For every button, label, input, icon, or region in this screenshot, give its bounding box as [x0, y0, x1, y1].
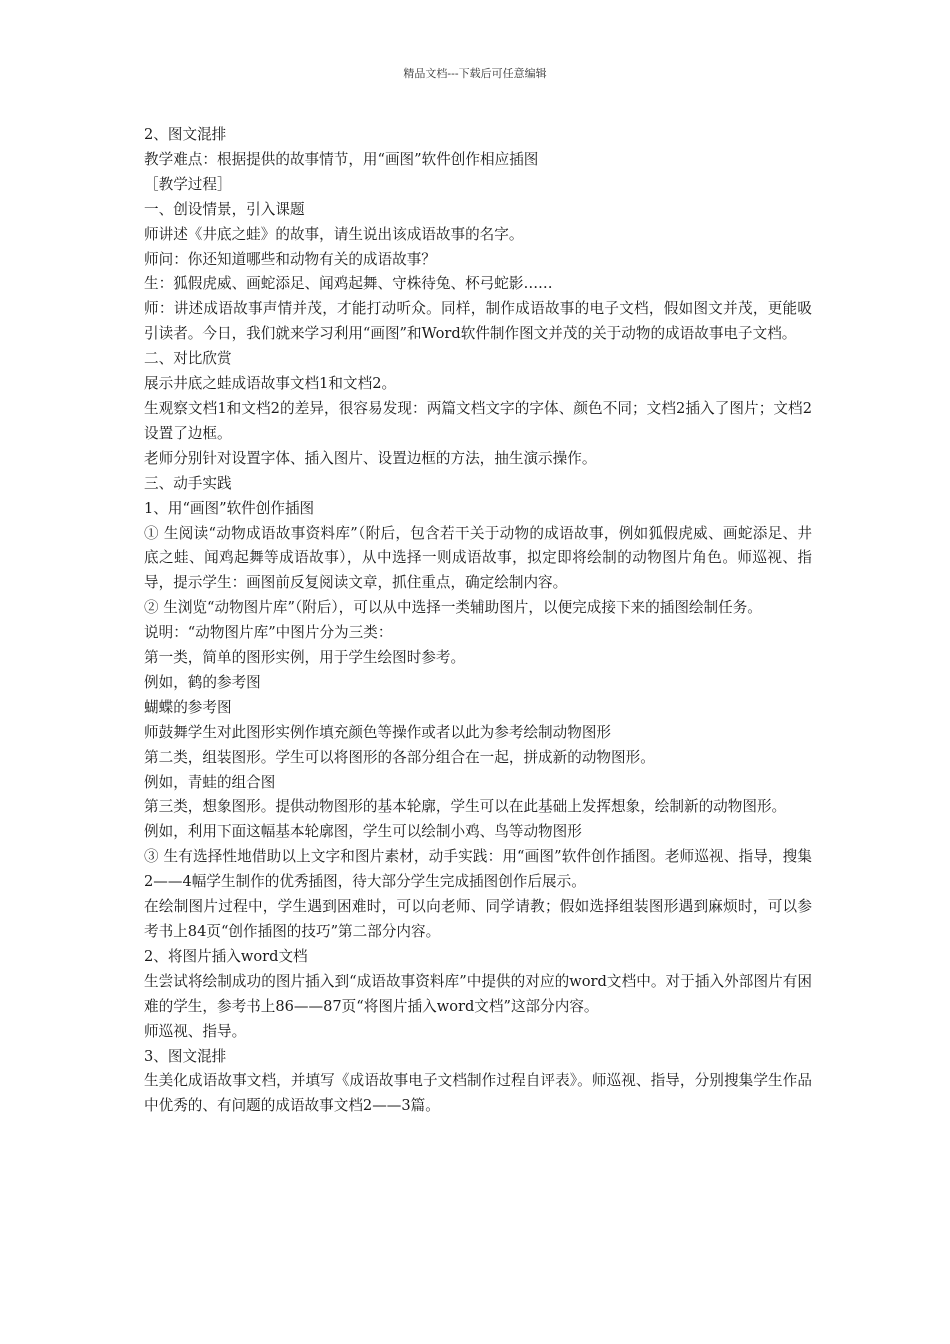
paragraph: 第一类，简单的图形实例，用于学生绘图时参考。 — [144, 649, 466, 667]
paragraph: 师讲述《井底之蛙》的故事，请生说出该成语故事的名字。 — [144, 225, 524, 243]
paragraph: 生：狐假虎威、画蛇添足、闻鸡起舞、守株待兔、杯弓蛇影…… — [144, 275, 553, 293]
paragraph: 教学难点：根据提供的故事情节，用“画图”软件创作相应插图 — [144, 150, 539, 168]
section-heading: 2、图文混排 — [144, 126, 227, 143]
paragraph: 蝴蝶的参考图 — [144, 698, 232, 716]
section-heading: ［教学过程］ — [144, 175, 232, 193]
paragraph: 生观察文档1和文档2的差异，很容易发现：两篇文档文字的字体、颜色不同；文档2插入了图片；文档2设置了边框。 — [144, 399, 812, 442]
paragraph: ① 生阅读“动物成语故事资料库”（附后，包含若干关于动物的成语故事，例如狐假虎威、画蛇添足、井底之蛙、闻鸡起舞等成语故事），从中选择一则成语故事，拟定即将绘制的动物图片角色。师巡视、指导，提示学生：画图前反复阅读文章，抓住重点，确定绘制内容。 — [144, 524, 812, 592]
section-heading: 二、对比欣赏 — [144, 350, 232, 368]
paragraph: 例如，利用下面这幅基本轮廓图，学生可以绘制小鸡、鸟等动物图形 — [144, 823, 582, 841]
paragraph: 师巡视、指导。 — [144, 1022, 247, 1040]
paragraph: 在绘制图片过程中，学生遇到困难时，可以向老师、同学请教；假如选择组装图形遇到麻烦时，可以参考书上84页“创作插图的技巧”第二部分内容。 — [144, 898, 812, 940]
paragraph: 第二类，组装图形。学生可以将图形的各部分组合在一起，拼成新的动物图形。 — [144, 748, 655, 766]
section-heading: 一、创设情景，引入课题 — [144, 200, 305, 218]
paragraph: 老师分别针对设置字体、插入图片、设置边框的方法，抽生演示操作。 — [144, 449, 597, 467]
subsection-heading: 3、图文混排 — [144, 1047, 227, 1065]
subsection-heading: 1、用“画图”软件创作插图 — [144, 499, 315, 517]
paragraph: 第三类，想象图形。提供动物图形的基本轮廓，学生可以在此基础上发挥想象，绘制新的动物图形。 — [144, 798, 787, 816]
paragraph: 例如，青蛙的组合图 — [144, 773, 276, 791]
paragraph: 说明：“动物图片库”中图片分为三类： — [144, 624, 393, 642]
document-body — [144, 123, 812, 1119]
paragraph: 展示井底之蛙成语故事文档1和文档2。 — [144, 375, 397, 393]
paragraph: 师：讲述成语故事声情并茂，才能打动听众。同样，制作成语故事的电子文档，假如图文并茂，更能吸引读者。今日，我们就来学习利用“画图”和Word软件制作图文并茂的关于动物的成语故事电子文档。 — [144, 300, 812, 343]
section-heading: 三、动手实践 — [144, 474, 232, 492]
page-header: 精品文档---下载后可任意编辑 — [403, 67, 547, 80]
paragraph: 师问：你还知道哪些和动物有关的成语故事？ — [144, 250, 436, 268]
paragraph: 例如，鹤的参考图 — [144, 673, 261, 691]
paragraph: ② 生浏览“动物图片库”（附后），可以从中选择一类辅助图片，以便完成接下来的插图绘制任务。 — [144, 599, 762, 617]
subsection-heading: 2、将图片插入word文档 — [144, 947, 308, 965]
paragraph: 生美化成语故事文档，并填写《成语故事电子文档制作过程自评表》。师巡视、指导，分别搜集学生作品中优秀的、有问题的成语故事文档2——3篇。 — [144, 1072, 812, 1115]
paragraph: ③ 生有选择性地借助以上文字和图片素材，动手实践：用“画图”软件创作插图。老师巡视、指导，搜集2——4幅学生制作的优秀插图，待大部分学生完成插图创作后展示。 — [144, 848, 812, 891]
paragraph: 师鼓舞学生对此图形实例作填充颜色等操作或者以此为参考绘制动物图形 — [144, 723, 612, 741]
paragraph: 生尝试将绘制成功的图片插入到“成语故事资料库”中提供的对应的word文档中。对于插入外部图片有困难的学生，参考书上86——87页“将图片插入word文档”这部分内容。 — [144, 972, 812, 1015]
